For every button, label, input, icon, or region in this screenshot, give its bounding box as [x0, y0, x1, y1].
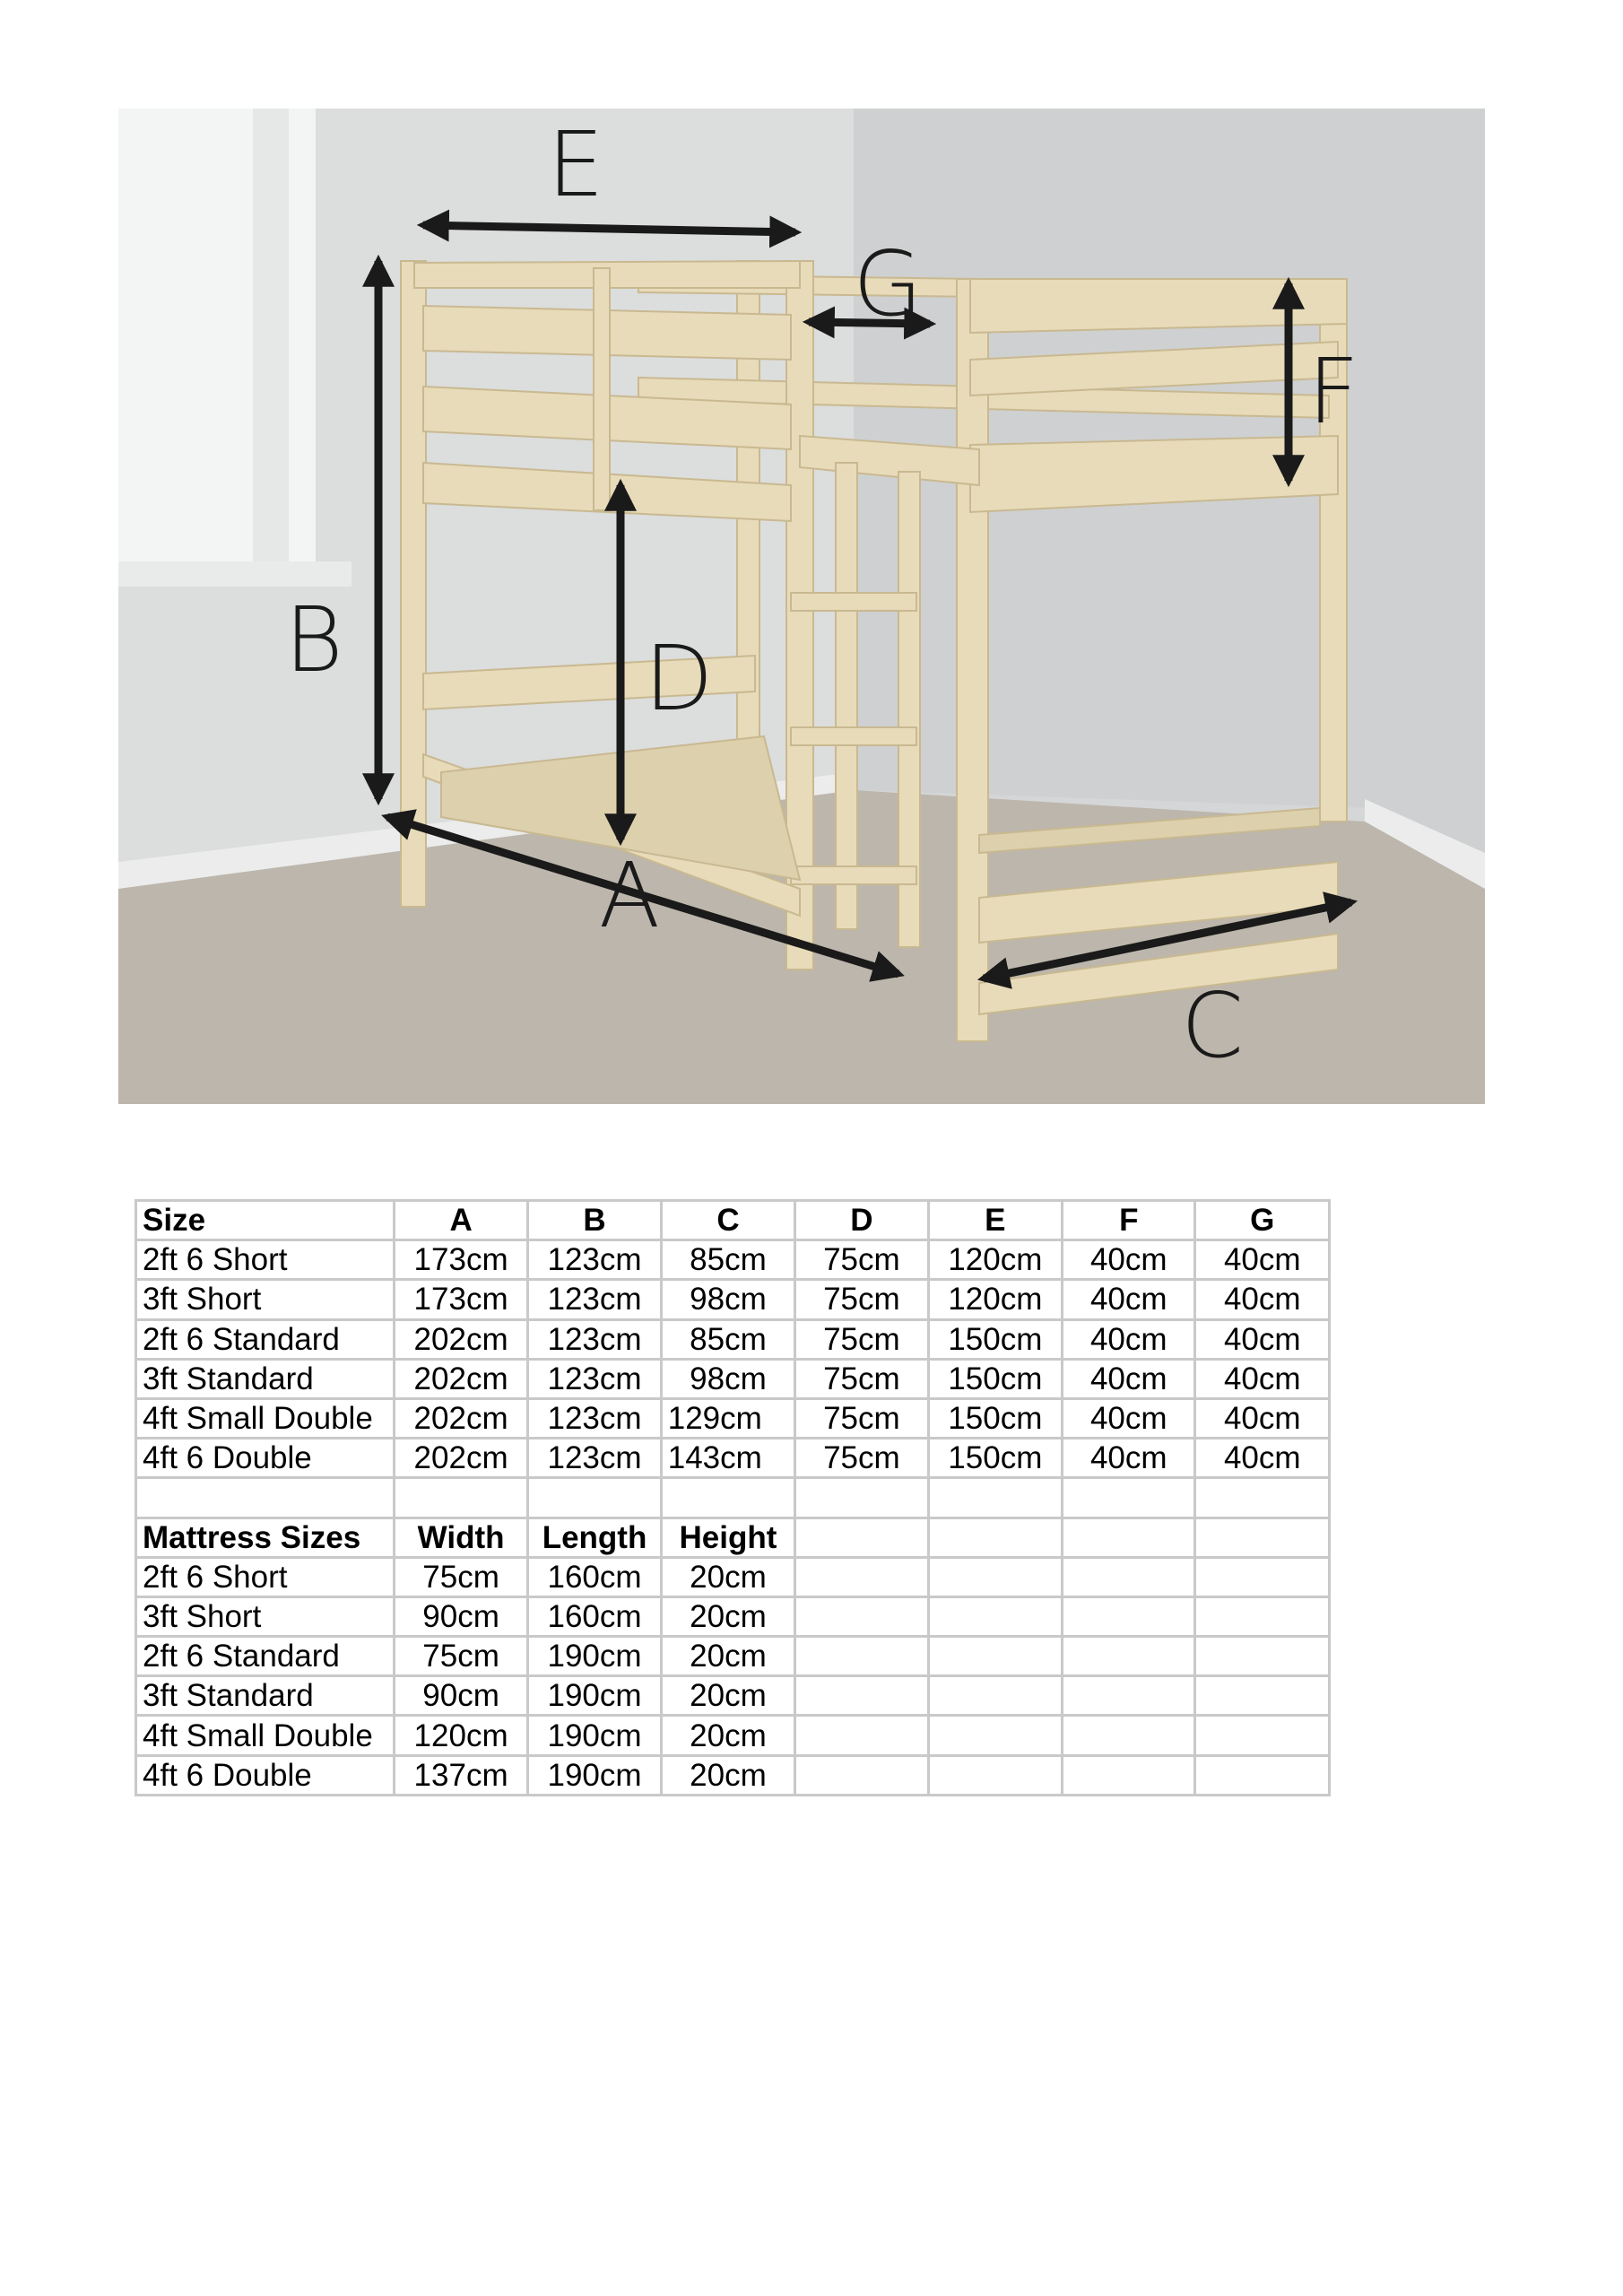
mattress-header-cell: Height	[661, 1518, 794, 1557]
mattress-dimension-cell: 190cm	[528, 1676, 661, 1716]
bed-table-row	[136, 1280, 1330, 1319]
bed-dimension-cell: 85cm	[661, 1240, 794, 1280]
empty-cell	[1063, 1478, 1195, 1518]
bed-table-row	[136, 1319, 1330, 1359]
empty-cell	[661, 1478, 794, 1518]
bunk-bed-illustration	[118, 109, 1485, 1104]
bed-header-cell: D	[795, 1201, 928, 1240]
mattress-table-row	[136, 1716, 1330, 1755]
bed-dimension-cell: 75cm	[795, 1240, 928, 1280]
bed-size-name: 3ft Standard	[136, 1359, 395, 1398]
empty-cell	[928, 1716, 1062, 1755]
bed-dimension-cell: 202cm	[394, 1439, 527, 1478]
bed-dimension-cell: 40cm	[1195, 1319, 1330, 1359]
bed-dimension-cell: 98cm	[661, 1280, 794, 1319]
bed-dimension-cell: 40cm	[1195, 1398, 1330, 1438]
empty-cell	[795, 1478, 928, 1518]
mattress-header-cell: Length	[528, 1518, 661, 1557]
empty-cell	[795, 1755, 928, 1795]
bed-table-row	[136, 1359, 1330, 1398]
empty-cell	[795, 1557, 928, 1596]
empty-cell	[1063, 1557, 1195, 1596]
bed-header-cell: F	[1063, 1201, 1195, 1240]
bed-dimension-cell: 120cm	[928, 1280, 1062, 1319]
empty-cell	[1063, 1755, 1195, 1795]
empty-cell	[1195, 1557, 1330, 1596]
bed-dimension-cell: 40cm	[1195, 1240, 1330, 1280]
empty-cell	[928, 1557, 1062, 1596]
empty-cell	[1195, 1478, 1330, 1518]
bed-dimension-cell: 40cm	[1195, 1359, 1330, 1398]
bed-dimension-cell: 98cm	[661, 1359, 794, 1398]
empty-cell	[928, 1478, 1062, 1518]
mattress-size-name: 2ft 6 Short	[136, 1557, 395, 1596]
bed-size-name: 4ft 6 Double	[136, 1439, 395, 1478]
mattress-dimension-cell: 160cm	[528, 1557, 661, 1596]
empty-cell	[928, 1596, 1062, 1636]
empty-cell	[795, 1596, 928, 1636]
label-D: D	[644, 626, 714, 731]
empty-cell	[1195, 1596, 1330, 1636]
bed-size-name: 2ft 6 Standard	[136, 1319, 395, 1359]
bed-size-name: 2ft 6 Short	[136, 1240, 395, 1280]
bed-dimension-cell: 120cm	[928, 1240, 1062, 1280]
bed-table-row	[136, 1398, 1330, 1438]
empty-cell	[928, 1755, 1062, 1795]
mattress-dimension-cell: 90cm	[394, 1596, 527, 1636]
bed-dimension-cell: 123cm	[528, 1240, 661, 1280]
mattress-dimension-cell: 75cm	[394, 1637, 527, 1676]
mattress-dimension-cell: 190cm	[528, 1755, 661, 1795]
bed-table-header-row	[136, 1201, 1330, 1240]
spacer-row	[136, 1478, 1330, 1518]
bed-dimension-cell: 40cm	[1063, 1359, 1195, 1398]
bed-table-row	[136, 1439, 1330, 1478]
bed-dimension-cell: 75cm	[795, 1359, 928, 1398]
mattress-header-cell: Width	[394, 1518, 527, 1557]
label-E: E	[547, 112, 604, 217]
mattress-table-header-row	[136, 1518, 1330, 1557]
bed-table-row	[136, 1240, 1330, 1280]
empty-cell	[795, 1637, 928, 1676]
empty-cell	[795, 1716, 928, 1755]
bed-dimension-cell: 40cm	[1063, 1280, 1195, 1319]
empty-cell	[1195, 1755, 1330, 1795]
mattress-dimension-cell: 20cm	[661, 1676, 794, 1716]
empty-cell	[1195, 1676, 1330, 1716]
bed-dimension-cell: 143cm	[661, 1439, 794, 1478]
mattress-table-row	[136, 1637, 1330, 1676]
bed-dimension-cell: 40cm	[1063, 1319, 1195, 1359]
bed-dimension-cell: 75cm	[795, 1280, 928, 1319]
bed-dimension-cell: 123cm	[528, 1439, 661, 1478]
mattress-table-row	[136, 1557, 1330, 1596]
bed-size-name: 4ft Small Double	[136, 1398, 395, 1438]
bed-header-cell: G	[1195, 1201, 1330, 1240]
bed-header-cell: C	[661, 1201, 794, 1240]
bed-dimension-cell: 173cm	[394, 1240, 527, 1280]
bed-dimension-cell: 123cm	[528, 1280, 661, 1319]
empty-cell	[928, 1518, 1062, 1557]
empty-cell	[394, 1478, 527, 1518]
mattress-size-name: 2ft 6 Standard	[136, 1637, 395, 1676]
bed-dimension-cell: 150cm	[928, 1359, 1062, 1398]
mattress-dimension-cell: 137cm	[394, 1755, 527, 1795]
bed-header-cell: E	[928, 1201, 1062, 1240]
empty-cell	[1063, 1596, 1195, 1636]
bunk-bed-dimension-photo	[118, 109, 1485, 1104]
bed-header-cell: B	[528, 1201, 661, 1240]
mattress-table-row	[136, 1755, 1330, 1795]
mattress-dimension-cell: 20cm	[661, 1557, 794, 1596]
empty-cell	[1063, 1637, 1195, 1676]
mattress-dimension-cell: 20cm	[661, 1716, 794, 1755]
empty-cell	[528, 1478, 661, 1518]
bed-header-cell: Size	[136, 1201, 395, 1240]
bed-dimension-cell: 202cm	[394, 1359, 527, 1398]
bed-dimension-cell: 75cm	[795, 1319, 928, 1359]
label-F: F	[1307, 339, 1359, 444]
mattress-header-cell: Mattress Sizes	[136, 1518, 395, 1557]
empty-cell	[795, 1676, 928, 1716]
mattress-dimension-cell: 20cm	[661, 1755, 794, 1795]
bed-dimension-cell: 40cm	[1063, 1439, 1195, 1478]
bed-dimension-cell: 40cm	[1063, 1240, 1195, 1280]
bed-dimension-cell: 123cm	[528, 1319, 661, 1359]
bed-dimension-cell: 75cm	[795, 1398, 928, 1438]
bed-dimension-cell: 202cm	[394, 1319, 527, 1359]
empty-cell	[1063, 1518, 1195, 1557]
empty-cell	[1195, 1637, 1330, 1676]
mattress-dimension-cell: 190cm	[528, 1716, 661, 1755]
mattress-size-name: 3ft Standard	[136, 1676, 395, 1716]
mattress-dimension-cell: 120cm	[394, 1716, 527, 1755]
empty-cell	[1195, 1518, 1330, 1557]
empty-cell	[928, 1637, 1062, 1676]
bed-dimension-cell: 129cm	[661, 1398, 794, 1438]
bed-dimension-cell: 123cm	[528, 1398, 661, 1438]
mattress-dimension-cell: 20cm	[661, 1596, 794, 1636]
mattress-size-name: 4ft Small Double	[136, 1716, 395, 1755]
label-G: G	[853, 231, 923, 336]
bed-dimension-cell: 150cm	[928, 1398, 1062, 1438]
bed-dimension-cell: 40cm	[1195, 1439, 1330, 1478]
label-C: C	[1181, 973, 1244, 1078]
empty-cell	[1063, 1716, 1195, 1755]
window-sill	[118, 561, 352, 587]
bed-dimension-cell: 150cm	[928, 1439, 1062, 1478]
bed-dimension-cell: 123cm	[528, 1359, 661, 1398]
mattress-size-name: 4ft 6 Double	[136, 1755, 395, 1795]
label-A: A	[598, 843, 661, 948]
empty-cell	[928, 1676, 1062, 1716]
empty-cell	[1195, 1716, 1330, 1755]
bed-size-name: 3ft Short	[136, 1280, 395, 1319]
bed-dimension-cell: 75cm	[795, 1439, 928, 1478]
bed-dimension-cell: 85cm	[661, 1319, 794, 1359]
bed-header-cell: A	[394, 1201, 527, 1240]
empty-cell	[1063, 1676, 1195, 1716]
dimensions-table	[135, 1199, 1331, 1796]
mattress-table-row	[136, 1596, 1330, 1636]
mattress-dimension-cell: 20cm	[661, 1637, 794, 1676]
mattress-dimension-cell: 190cm	[528, 1637, 661, 1676]
mattress-dimension-cell: 90cm	[394, 1676, 527, 1716]
mattress-size-name: 3ft Short	[136, 1596, 395, 1636]
empty-cell	[136, 1478, 395, 1518]
mattress-dimension-cell: 75cm	[394, 1557, 527, 1596]
window-frame	[253, 109, 289, 575]
bed-dimension-cell: 150cm	[928, 1319, 1062, 1359]
bed-dimension-cell: 202cm	[394, 1398, 527, 1438]
bed-dimension-cell: 40cm	[1063, 1398, 1195, 1438]
mattress-dimension-cell: 160cm	[528, 1596, 661, 1636]
mattress-table-row	[136, 1676, 1330, 1716]
label-B: B	[284, 587, 343, 692]
bed-dimension-cell: 173cm	[394, 1280, 527, 1319]
empty-cell	[795, 1518, 928, 1557]
bed-dimension-cell: 40cm	[1195, 1280, 1330, 1319]
